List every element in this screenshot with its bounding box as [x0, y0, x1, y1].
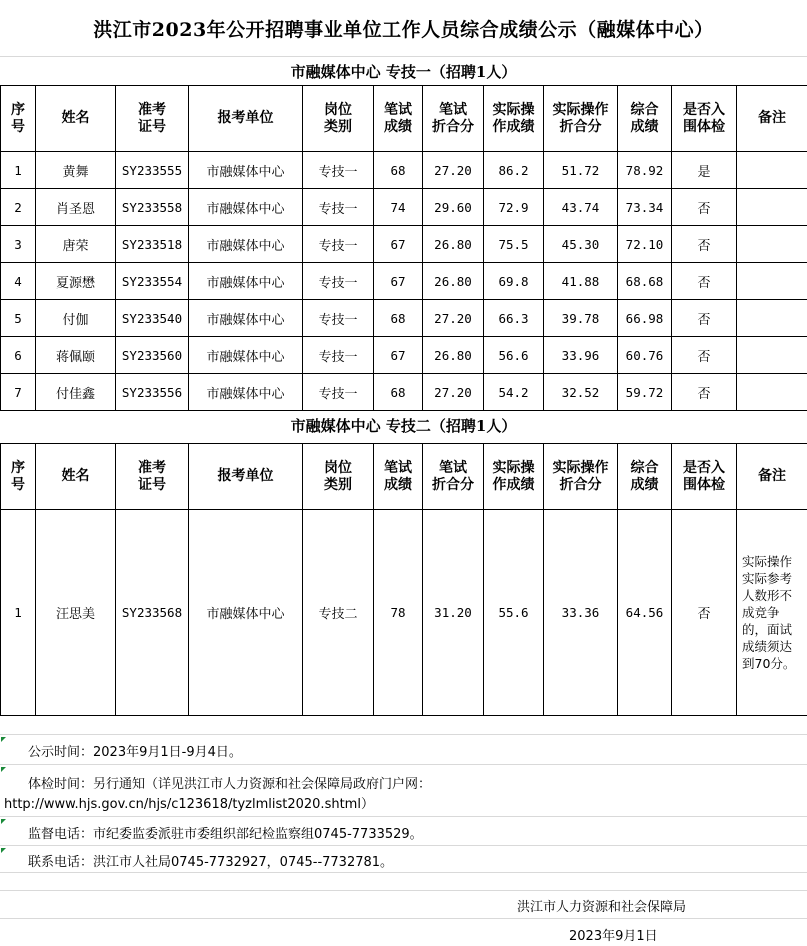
supervision-phone: 监督电话：市纪委监委派驻市委组织部纪检监察组0745-7733529。	[28, 827, 423, 842]
header-written	[374, 86, 423, 152]
header-line: 围体检	[683, 118, 725, 135]
cell-written: 74	[374, 189, 423, 226]
header-line: 类别	[324, 118, 352, 135]
table-row	[1, 189, 807, 226]
cell-written-conv: 27.20	[423, 374, 484, 411]
header-line: 成绩	[630, 476, 659, 493]
cell-name: 蒋佩颐	[36, 337, 116, 374]
cell-practical-conv: 41.88	[544, 263, 618, 300]
cell-written-conv: 27.20	[423, 152, 484, 189]
cell-written: 68	[374, 300, 423, 337]
cell-practical-conv: 33.96	[544, 337, 618, 374]
header-practical-conv	[544, 444, 618, 510]
table-row	[1, 337, 807, 374]
cell-name: 肖圣恩	[36, 189, 116, 226]
cell-ticket: SY233555	[116, 152, 189, 189]
header-unit	[189, 444, 303, 510]
cell-marker-icon	[1, 848, 6, 853]
header-line: 姓名	[61, 468, 90, 484]
header-exam	[672, 444, 737, 510]
cell-exam: 否	[672, 510, 737, 716]
cell-total: 68.68	[618, 263, 672, 300]
cell-ticket: SY233556	[116, 374, 189, 411]
cell-post: 专技一	[303, 152, 374, 189]
header-line: 笔试	[384, 459, 412, 476]
cell-name: 夏源懋	[36, 263, 116, 300]
cell-written-conv: 31.20	[423, 510, 484, 716]
cell-total: 66.98	[618, 300, 672, 337]
cell-unit: 市融媒体中心	[189, 337, 303, 374]
issue-date: 2023年9月1日	[569, 929, 658, 944]
header-line: 实际操	[492, 459, 535, 476]
header-written-conv	[423, 444, 484, 510]
header-line: 折合分	[432, 476, 474, 493]
header-line: 号	[11, 476, 25, 493]
cell-exam: 否	[672, 337, 737, 374]
cell-note	[737, 300, 807, 337]
cell-written-conv: 26.80	[423, 337, 484, 374]
publicity-time-row	[0, 734, 807, 764]
header-line: 序	[11, 101, 25, 118]
cell-exam: 否	[672, 263, 737, 300]
header-line: 围体检	[683, 476, 725, 493]
exam-time-row	[0, 764, 807, 816]
header-line: 作成绩	[492, 476, 535, 493]
cell-practical-conv: 51.72	[544, 152, 618, 189]
header-line: 准考	[138, 459, 166, 476]
header-line: 是否入	[683, 101, 725, 118]
header-line: 姓名	[61, 110, 90, 126]
publicity-time: 公示时间：2023年9月1日-9月4日。	[28, 745, 242, 760]
cell-seq: 2	[1, 189, 36, 226]
cell-marker-icon	[1, 767, 6, 772]
header-written	[374, 444, 423, 510]
cell-post: 专技一	[303, 374, 374, 411]
header-line: 综合	[630, 459, 659, 476]
cell-practical: 75.5	[484, 226, 544, 263]
header-line: 笔试	[439, 459, 467, 476]
section2-title: 市融媒体中心 专技二（招聘1人）	[290, 417, 517, 435]
cell-post: 专技一	[303, 337, 374, 374]
header-practical	[484, 86, 544, 152]
header-line: 成绩	[384, 118, 412, 135]
cell-post: 专技二	[303, 510, 374, 716]
header-line: 折合分	[559, 118, 602, 135]
header-line: 笔试	[384, 101, 412, 118]
section1-title: 市融媒体中心 专技一（招聘1人）	[290, 63, 517, 81]
cell-ticket: SY233554	[116, 263, 189, 300]
header-ticket	[116, 86, 189, 152]
header-practical	[484, 444, 544, 510]
cell-practical: 55.6	[484, 510, 544, 716]
cell-ticket: SY233558	[116, 189, 189, 226]
cell-name: 付伽	[36, 300, 116, 337]
cell-unit: 市融媒体中心	[189, 226, 303, 263]
cell-exam: 否	[672, 226, 737, 263]
cell-seq: 6	[1, 337, 36, 374]
cell-practical: 86.2	[484, 152, 544, 189]
blank-row	[0, 872, 807, 890]
cell-note	[737, 226, 807, 263]
header-exam	[672, 86, 737, 152]
cell-written-conv: 29.60	[423, 189, 484, 226]
cell-seq: 5	[1, 300, 36, 337]
cell-written: 67	[374, 263, 423, 300]
cell-total: 59.72	[618, 374, 672, 411]
cell-name: 唐荣	[36, 226, 116, 263]
cell-name: 付佳鑫	[36, 374, 116, 411]
cell-unit: 市融媒体中心	[189, 300, 303, 337]
cell-unit: 市融媒体中心	[189, 152, 303, 189]
table-row	[1, 226, 807, 263]
cell-exam: 是	[672, 152, 737, 189]
header-line: 报考单位	[217, 110, 274, 126]
cell-practical-conv: 45.30	[544, 226, 618, 263]
header-total	[618, 444, 672, 510]
exam-time-url: http://www.hjs.gov.cn/hjs/c123618/tyzlmlist2020.shtml）	[4, 797, 374, 812]
cell-practical: 56.6	[484, 337, 544, 374]
header-line: 证号	[138, 118, 166, 135]
header-practical-conv	[544, 86, 618, 152]
table-row	[1, 263, 807, 300]
cell-written-conv: 26.80	[423, 263, 484, 300]
page-title: 洪江市2023年公开招聘事业单位工作人员综合成绩公示（融媒体中心）	[0, 0, 807, 57]
cell-exam: 否	[672, 189, 737, 226]
cell-exam: 否	[672, 374, 737, 411]
cell-marker-icon	[1, 737, 6, 742]
header-post	[303, 86, 374, 152]
header-line: 岗位	[324, 459, 352, 476]
header-line: 折合分	[432, 118, 474, 135]
issuer: 洪江市人力资源和社会保障局	[517, 900, 687, 915]
header-line: 证号	[138, 476, 166, 493]
header-line: 号	[11, 118, 25, 135]
cell-name: 黄舞	[36, 152, 116, 189]
cell-practical: 69.8	[484, 263, 544, 300]
header-line: 报考单位	[217, 468, 274, 484]
header-unit	[189, 86, 303, 152]
header-line: 岗位	[324, 101, 352, 118]
header-line: 备注	[758, 110, 786, 126]
cell-written: 78	[374, 510, 423, 716]
cell-marker-icon	[1, 819, 6, 824]
contact-row	[0, 845, 807, 872]
cell-unit: 市融媒体中心	[189, 189, 303, 226]
cell-ticket: SY233560	[116, 337, 189, 374]
issuer-row	[0, 890, 807, 918]
header-name	[36, 444, 116, 510]
header-written-conv	[423, 86, 484, 152]
header-line: 准考	[138, 101, 166, 118]
header-line: 是否入	[683, 459, 725, 476]
cell-note	[737, 189, 807, 226]
cell-written: 67	[374, 337, 423, 374]
header-line: 折合分	[559, 476, 602, 493]
cell-practical: 66.3	[484, 300, 544, 337]
exam-time: 体检时间：另行通知（详见洪江市人力资源和社会保障局政府门户网：	[28, 777, 432, 792]
header-line: 实际操	[492, 101, 535, 118]
section1-table	[0, 85, 807, 411]
cell-seq: 3	[1, 226, 36, 263]
cell-practical-conv: 32.52	[544, 374, 618, 411]
header-note	[737, 444, 807, 510]
header-line: 成绩	[630, 118, 659, 135]
header-line: 实际操作	[552, 459, 609, 476]
cell-note	[737, 337, 807, 374]
cell-written-conv: 26.80	[423, 226, 484, 263]
cell-seq: 1	[1, 510, 36, 716]
cell-total: 60.76	[618, 337, 672, 374]
cell-exam: 否	[672, 300, 737, 337]
cell-practical-conv: 39.78	[544, 300, 618, 337]
cell-name: 汪思美	[36, 510, 116, 716]
section2-table	[0, 443, 807, 716]
cell-total: 72.10	[618, 226, 672, 263]
table-row	[1, 510, 807, 716]
cell-written: 67	[374, 226, 423, 263]
cell-unit: 市融媒体中心	[189, 510, 303, 716]
cell-practical-conv: 33.36	[544, 510, 618, 716]
header-note	[737, 86, 807, 152]
table-row	[1, 300, 807, 337]
cell-ticket: SY233540	[116, 300, 189, 337]
cell-practical: 72.9	[484, 189, 544, 226]
cell-written: 68	[374, 152, 423, 189]
header-seq	[1, 444, 36, 510]
table-row	[1, 152, 807, 189]
header-post	[303, 444, 374, 510]
cell-seq: 1	[1, 152, 36, 189]
header-ticket	[116, 444, 189, 510]
header-name	[36, 86, 116, 152]
header-seq	[1, 86, 36, 152]
header-line: 类别	[324, 476, 352, 493]
cell-written: 68	[374, 374, 423, 411]
cell-post: 专技一	[303, 226, 374, 263]
date-row	[0, 918, 807, 946]
header-total	[618, 86, 672, 152]
cell-total: 64.56	[618, 510, 672, 716]
cell-ticket: SY233518	[116, 226, 189, 263]
table-row	[1, 374, 807, 411]
cell-note	[737, 263, 807, 300]
cell-post: 专技一	[303, 300, 374, 337]
header-line: 序	[11, 459, 25, 476]
supervision-row	[0, 816, 807, 845]
header-line: 备注	[758, 468, 786, 484]
header-line: 实际操作	[552, 101, 609, 118]
cell-total: 73.34	[618, 189, 672, 226]
cell-unit: 市融媒体中心	[189, 374, 303, 411]
cell-ticket: SY233568	[116, 510, 189, 716]
cell-total: 78.92	[618, 152, 672, 189]
header-line: 综合	[630, 101, 659, 118]
cell-seq: 7	[1, 374, 36, 411]
header-line: 笔试	[439, 101, 467, 118]
cell-written-conv: 27.20	[423, 300, 484, 337]
contact-phone: 联系电话：洪江市人社局0745-7732927，0745--7732781。	[28, 855, 394, 870]
cell-seq: 4	[1, 263, 36, 300]
cell-post: 专技一	[303, 189, 374, 226]
cell-unit: 市融媒体中心	[189, 263, 303, 300]
header-line: 作成绩	[492, 118, 535, 135]
cell-note	[737, 152, 807, 189]
cell-post: 专技一	[303, 263, 374, 300]
header-line: 成绩	[384, 476, 412, 493]
cell-practical-conv: 43.74	[544, 189, 618, 226]
cell-practical: 54.2	[484, 374, 544, 411]
cell-note: 实际操作实际参考人数形不成竞争的，面试成绩须达到70分。	[737, 510, 807, 716]
cell-note	[737, 374, 807, 411]
